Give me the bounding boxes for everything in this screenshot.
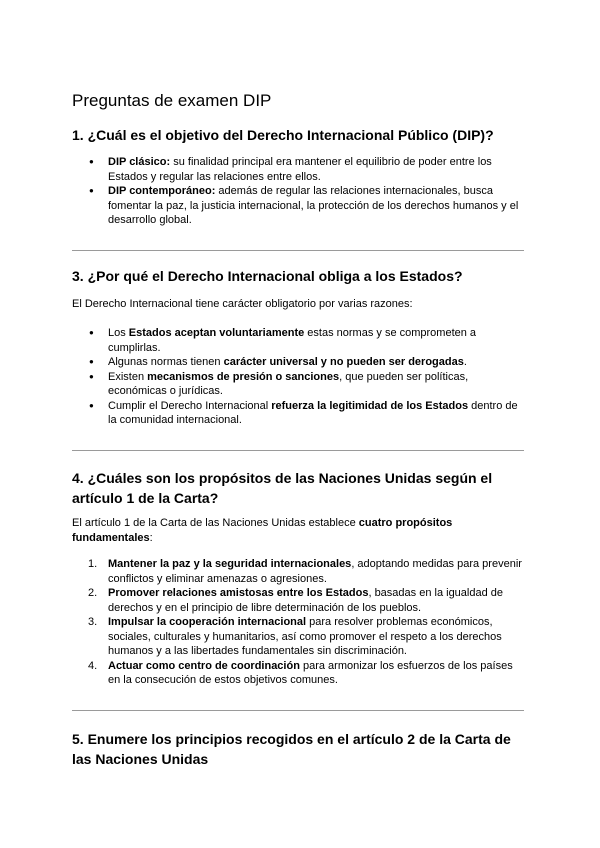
list-item-text: para armonizar los esfuerzos de los países en la consecución de estos objetivos comunes. <box>108 659 513 686</box>
list-item-bold: mecanismos de presión o sanciones <box>147 370 340 383</box>
list-item-text: para resolver problemas económicos, sociales, culturales y humanitarios, así como promover el respeto a los derechos humanos y a las libertades fundamentales sin discriminación. <box>108 616 502 657</box>
list-item <box>72 155 524 184</box>
list-item <box>72 184 524 228</box>
list-item <box>72 615 524 659</box>
list-item <box>72 557 524 586</box>
list-item-text: Algunas normas tienen <box>108 356 224 368</box>
list-item <box>72 326 524 355</box>
list-item-text: Existen <box>108 370 148 383</box>
list-item-bold: Actuar como centro de coordinación <box>108 659 300 672</box>
q4-intro-text: : <box>149 531 153 544</box>
list-item-text: Los <box>108 327 129 339</box>
q5-heading: 5. Enumere los principios recogidos en el artículo 2 de la Carta de las Naciones Unidas <box>72 731 511 767</box>
list-item-text: su finalidad principal era mantener el equilibrio de poder entre los Estados y regular las relaciones entre ellos. <box>108 156 492 183</box>
list-item-text: , basadas en la igualdad de derechos y en el principio de libre determinación de los pueblos. <box>108 587 504 614</box>
list-item-bold: carácter universal y no pueden ser derogadas <box>223 356 464 368</box>
list-item-text: . <box>463 356 467 368</box>
divider <box>72 250 524 251</box>
list-item-bold: DIP contemporáneo: <box>108 185 216 197</box>
list-item <box>72 586 524 615</box>
list-item <box>72 399 524 428</box>
document-title: Preguntas de examen DIP <box>72 91 272 110</box>
list-item-text: Cumplir el Derecho Internacional <box>108 399 272 412</box>
list-item-text: dentro de la comunidad internacional. <box>108 399 518 426</box>
q1-list <box>72 155 524 228</box>
q3-heading: 3. ¿Por qué el Derecho Internacional obliga a los Estados? <box>72 268 463 284</box>
q1-heading: 1. ¿Cuál es el objetivo del Derecho Internacional Público (DIP)? <box>72 127 494 143</box>
list-item-text: además de regular las relaciones internacionales, busca fomentar la paz, la justicia internacional, la protección de los derechos humanos y el desarrollo global. <box>108 185 519 226</box>
list-item-bold: Mantener la paz y la seguridad internacionales <box>108 558 352 570</box>
q4-heading: 4. ¿Cuáles son los propósitos de las Naciones Unidas según el artículo 1 de la Carta? <box>72 470 493 506</box>
list-item-bold: refuerza la legitimidad de los Estados <box>271 399 469 412</box>
list-item-number: 1. <box>88 558 98 570</box>
list-item-bold: Impulsar la cooperación internacional <box>108 616 307 628</box>
list-item <box>72 355 524 370</box>
q3-list <box>72 326 524 428</box>
list-item-number: 4. <box>88 659 98 672</box>
list-item-number: 2. <box>88 587 98 599</box>
divider <box>72 450 524 451</box>
divider <box>72 710 524 711</box>
list-item-bold: DIP clásico: <box>108 156 171 168</box>
list-item-bold: Estados aceptan voluntariamente <box>128 327 305 339</box>
q4-intro <box>72 516 524 545</box>
list-item <box>72 659 524 688</box>
list-item-text: estas normas y se comprometen a cumplirlas. <box>108 327 477 354</box>
list-item-text: , que pueden ser políticas, económicas o jurídicas. <box>108 370 469 397</box>
list-item-number: 3. <box>88 616 98 628</box>
list-item <box>72 370 524 399</box>
q4-intro-bold: cuatro propósitos fundamentales <box>72 517 453 544</box>
list-item-text: , adoptando medidas para prevenir conflictos y eliminar amenazas o agresiones. <box>108 558 522 585</box>
list-item-bold: Promover relaciones amistosas entre los Estados <box>108 587 369 599</box>
q4-intro-text: El artículo 1 de la Carta de las Naciones Unidas establece <box>72 517 359 529</box>
q4-list <box>72 557 524 688</box>
q3-intro: El Derecho Internacional tiene carácter obligatorio por varias razones: <box>72 298 413 310</box>
